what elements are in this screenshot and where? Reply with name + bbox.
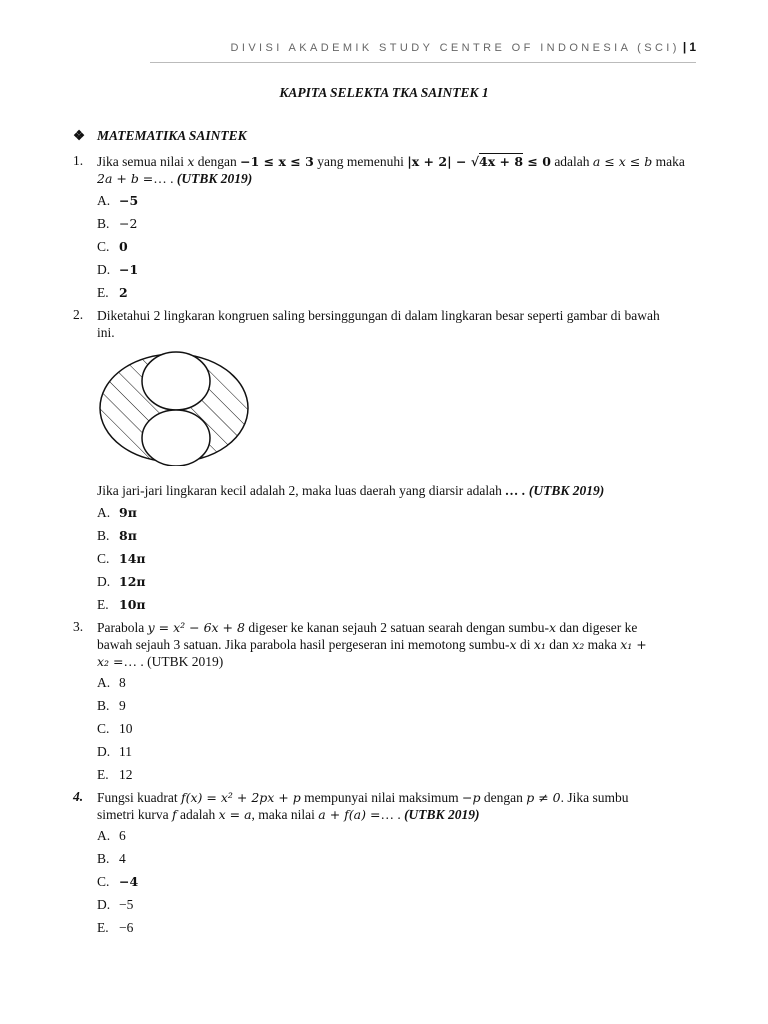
question-2-number: 2. (73, 307, 84, 322)
question-2-option-a: A. 9π (97, 505, 137, 520)
question-4-option-a: A. 6 (97, 828, 126, 843)
question-1-option-a: A. −5 (97, 193, 139, 208)
question-3-option-b: B. 9 (97, 698, 126, 713)
question-4-option-c: C. −4 (97, 874, 139, 889)
section-label: MATEMATIKA SAINTEK (97, 128, 247, 143)
question-2-prompt: Jika jari-jari lingkaran kecil adalah 2, maka luas daerah yang diarsir adalah … . (UTBK 2019) (97, 483, 605, 498)
question-1-text: Jika semua nilai x dengan −1 ≤ x ≤ 3 yang memenuhi |x + 2| − √4x + 8 ≤ 0 adalah a ≤ x ≤ b maka 2a + b =… . (UTBK 2019) (97, 154, 685, 186)
page-number: 1 (689, 40, 696, 54)
question-2-option-d: D. 12π (97, 574, 146, 589)
question-3-option-e: E. 12 (97, 767, 133, 782)
diamond-bullet-icon: ❖ (73, 128, 86, 143)
question-2-option-c: C. 14π (97, 551, 146, 566)
question-3-option-c: C. 10 (97, 721, 133, 736)
page-header (150, 40, 696, 63)
header-org: DIVISI AKADEMIK STUDY CENTRE OF INDONESIA (SCI) (230, 42, 680, 54)
question-3-text: Parabola y = x² − 6x + 8 digeser ke kanan sejauh 2 satuan searah dengan sumbu-x dan digeser ke bawah sejauh 3 satuan. Jika parabola hasil pergeseran ini memotong sumbu-x di x₁ dan x₂ maka x₁ + x₂ =… . (UTBK 2019) (97, 620, 647, 669)
question-4-option-b: B. 4 (97, 851, 126, 866)
document-title: KAPITA SELEKTA TKA SAINTEK 1 (279, 85, 489, 100)
question-2-option-e: E. 10π (97, 597, 146, 612)
question-1-option-e: E. 2 (97, 285, 128, 300)
question-3-option-d: D. 11 (97, 744, 132, 759)
question-4-option-e: E. −6 (97, 920, 134, 935)
section-heading (73, 128, 247, 144)
question-4-text: Fungsi kuadrat f(x) = x² + 2px + p mempunyai nilai maksimum −p dengan p ≠ 0. Jika sumbu simetri kurva f adalah x = a, maka nilai a + f(a) =… . (UTBK 2019) (97, 790, 629, 822)
question-1-option-b: B. −2 (97, 216, 138, 231)
small-circle-bottom (142, 410, 210, 466)
question-1-number: 1. (73, 153, 84, 168)
question-4-number: 4. (73, 789, 84, 804)
circles-figure (96, 350, 252, 470)
question-2-option-b: B. 8π (97, 528, 137, 543)
circles-diagram (96, 350, 252, 466)
question-3-number: 3. (73, 619, 84, 634)
header-separator: | (682, 40, 687, 54)
question-2-text: Diketahui 2 lingkaran kongruen saling bersinggungan di dalam lingkaran besar seperti gambar di bawah ini. (97, 308, 660, 340)
question-3-option-a: A. 8 (97, 675, 126, 690)
small-circle-top (142, 352, 210, 410)
question-1-option-c: C. 0 (97, 239, 128, 254)
question-1-option-d: D. −1 (97, 262, 139, 277)
question-4-option-d: D. −5 (97, 897, 134, 912)
